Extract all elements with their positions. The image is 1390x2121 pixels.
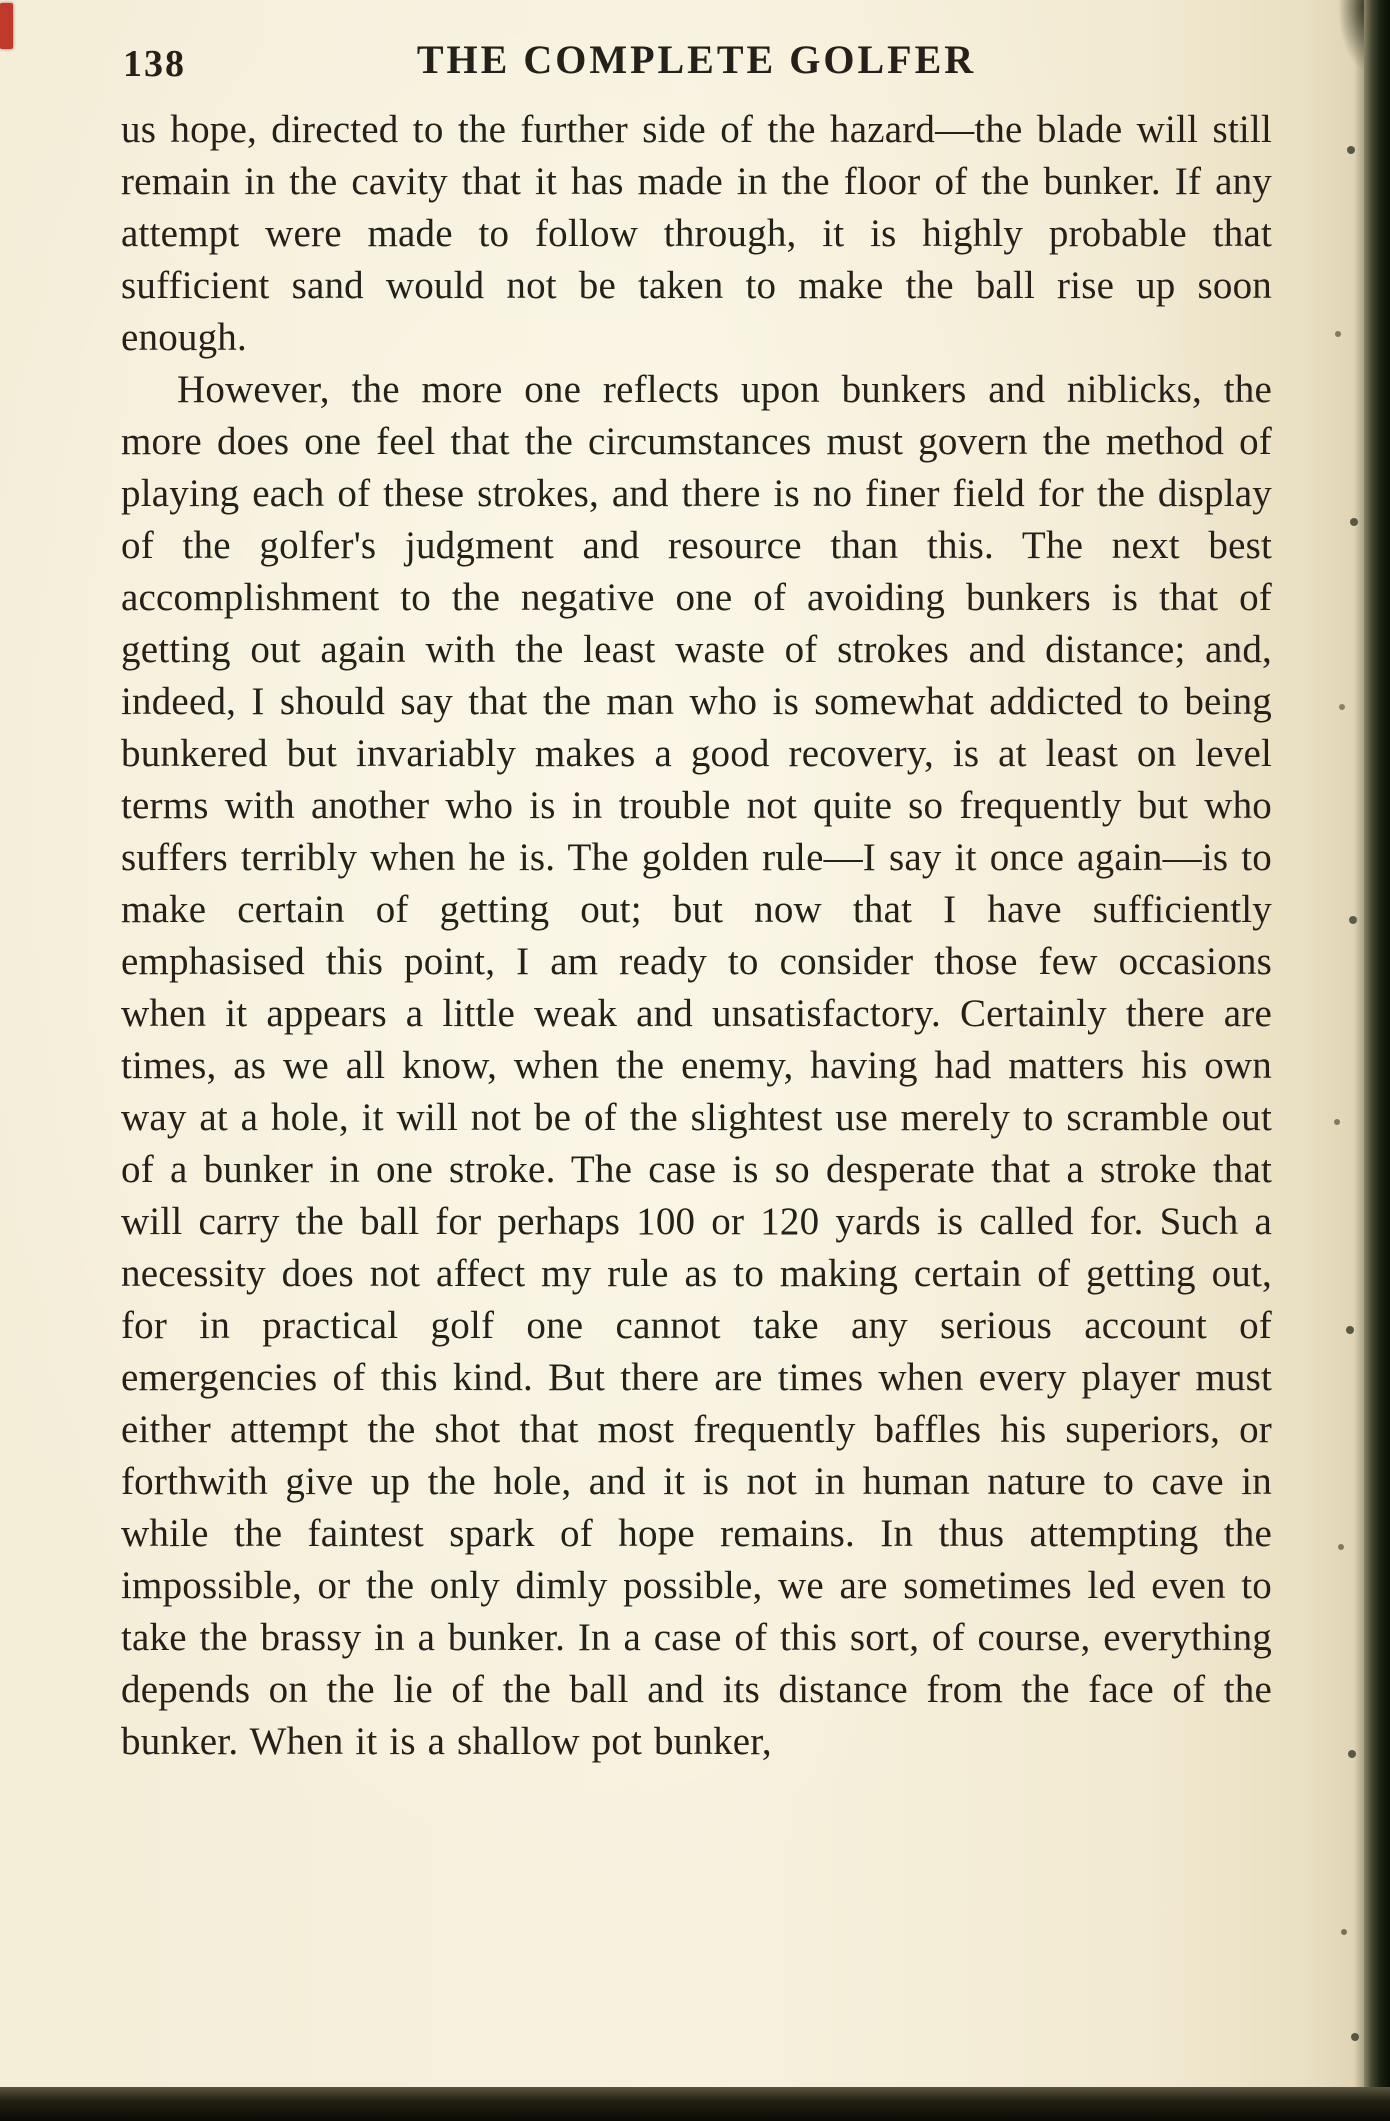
page-body: [121, 104, 1272, 1768]
scan-speckles: [0, 0, 4, 4]
scan-edge-right: [1364, 0, 1390, 2121]
scan-edge-bottom: [0, 2087, 1390, 2121]
paragraph-continuation: us hope, directed to the further side of the hazard—the blade will still remain in the cavity that it has made in the floor of the bunker. If any attempt were made to follow through, it is highly probable that sufficient sand would not be taken to make the ball rise up soon enough.: [121, 108, 1272, 359]
page-number: 138: [123, 43, 186, 85]
running-title: THE COMPLETE GOLFER: [416, 37, 977, 82]
scan-corner-red-mark: [0, 3, 13, 49]
paragraph: However, the more one reflects upon bunkers and niblicks, the more does one feel that the circumstances must govern the method of playing each of these strokes, and there is no finer field for the display of the golfer's judgment and resource than this. The next best accomplishment to the negative one of avoiding bunkers is that of getting out again with the least waste of strokes and distance; and, indeed, I should say that the man who is somewhat addicted to being bunkered but invariably makes a good recovery, is at least on level terms with another who is in trouble not quite so frequently but who suffers terribly when he is. The golden rule—I say it once again—is to make certain of getting out; but now that I have sufficiently emphasised this point, I am ready to consider those few occasions when it appears a little weak and unsatisfactory. Certainly there are times, as we all know, when the enemy, having had matters his own way at a hole, it will not be of the slightest use merely to scramble out of a bunker in one stroke. The case is so desperate that a stroke that will carry the ball for perhaps 100 or 120 yards is called for. Such a necessity does not affect my rule as to making certain of getting out, for in practical golf one cannot take any serious account of emergencies of this kind. But there are times when every player must either attempt the shot that most frequently baffles his superiors, or forthwith give up the hole, and it is not in human nature to cave in while the faintest spark of hope remains. In thus attempting the impossible, or the only dimly possible, we are sometimes led even to take the brassy in a bunker. In a case of this sort, of course, everything depends on the lie of the ball and its distance from the face of the bunker. When it is a shallow pot bunker,: [121, 368, 1272, 1763]
page-header: [121, 36, 1272, 94]
